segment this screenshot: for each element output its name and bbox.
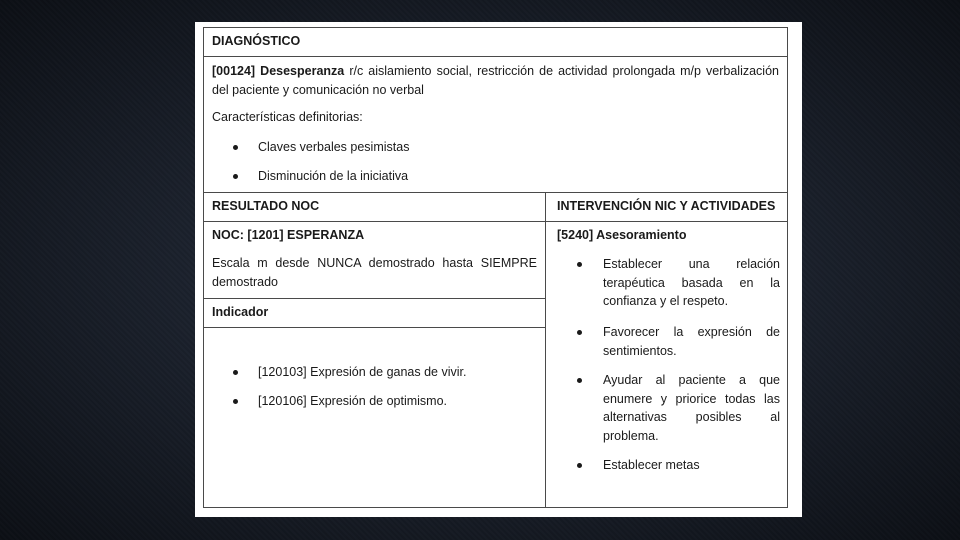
resultado-header: RESULTADO NOC [212, 199, 320, 213]
row-divider [204, 221, 787, 222]
intervencion-header: INTERVENCIÓN NIC Y ACTIVIDADES [557, 199, 776, 213]
bullet-icon [577, 378, 582, 383]
bullet-icon [233, 174, 238, 179]
noc-title: NOC: [1201] ESPERANZA [212, 228, 365, 242]
diagnosis-title: Desesperanza [260, 64, 345, 78]
characteristics-label: Características definitorias: [212, 110, 363, 124]
bullet-icon [233, 145, 238, 150]
activity-item: Ayudar al paciente a que enumere y priorice todas las alternativas posibles al problema. [603, 373, 780, 443]
activity-item: Favorecer la expresión de sentimientos. [603, 325, 780, 358]
bullet-icon [577, 330, 582, 335]
row-divider [204, 298, 545, 299]
characteristic-item: Disminución de la iniciativa [258, 169, 409, 183]
row-divider [204, 56, 787, 57]
activity-item: Establecer una relación terapéutica basada en la confianza y el respeto. [603, 257, 780, 308]
indicator-label: Indicador [212, 305, 269, 319]
diagnostico-header: DIAGNÓSTICO [212, 34, 301, 48]
activity-item: Establecer metas [603, 458, 700, 472]
row-divider [204, 327, 545, 328]
document-page [195, 22, 802, 517]
diagnosis-description: r/c aislamiento social, restricción de actividad prolongada m/p verbalización del paciente y comunicación no verbal [212, 64, 779, 97]
care-plan-table [203, 27, 788, 508]
diagnostico-statement [212, 62, 779, 100]
bullet-icon [577, 262, 582, 267]
nic-title: [5240] Asesoramiento [557, 228, 687, 242]
diagnosis-code: [00124] [212, 64, 256, 78]
indicator-item: [120106] Expresión de optimismo. [258, 394, 447, 408]
row-divider [204, 192, 787, 193]
column-divider [545, 192, 546, 507]
indicator-item: [120103] Expresión de ganas de vivir. [258, 365, 467, 379]
bullet-icon [577, 463, 582, 468]
characteristic-item: Claves verbales pesimistas [258, 140, 410, 154]
bullet-icon [233, 399, 238, 404]
noc-scale: Escala m desde NUNCA demostrado hasta SIEMPRE demostrado [212, 256, 537, 289]
bullet-icon [233, 370, 238, 375]
